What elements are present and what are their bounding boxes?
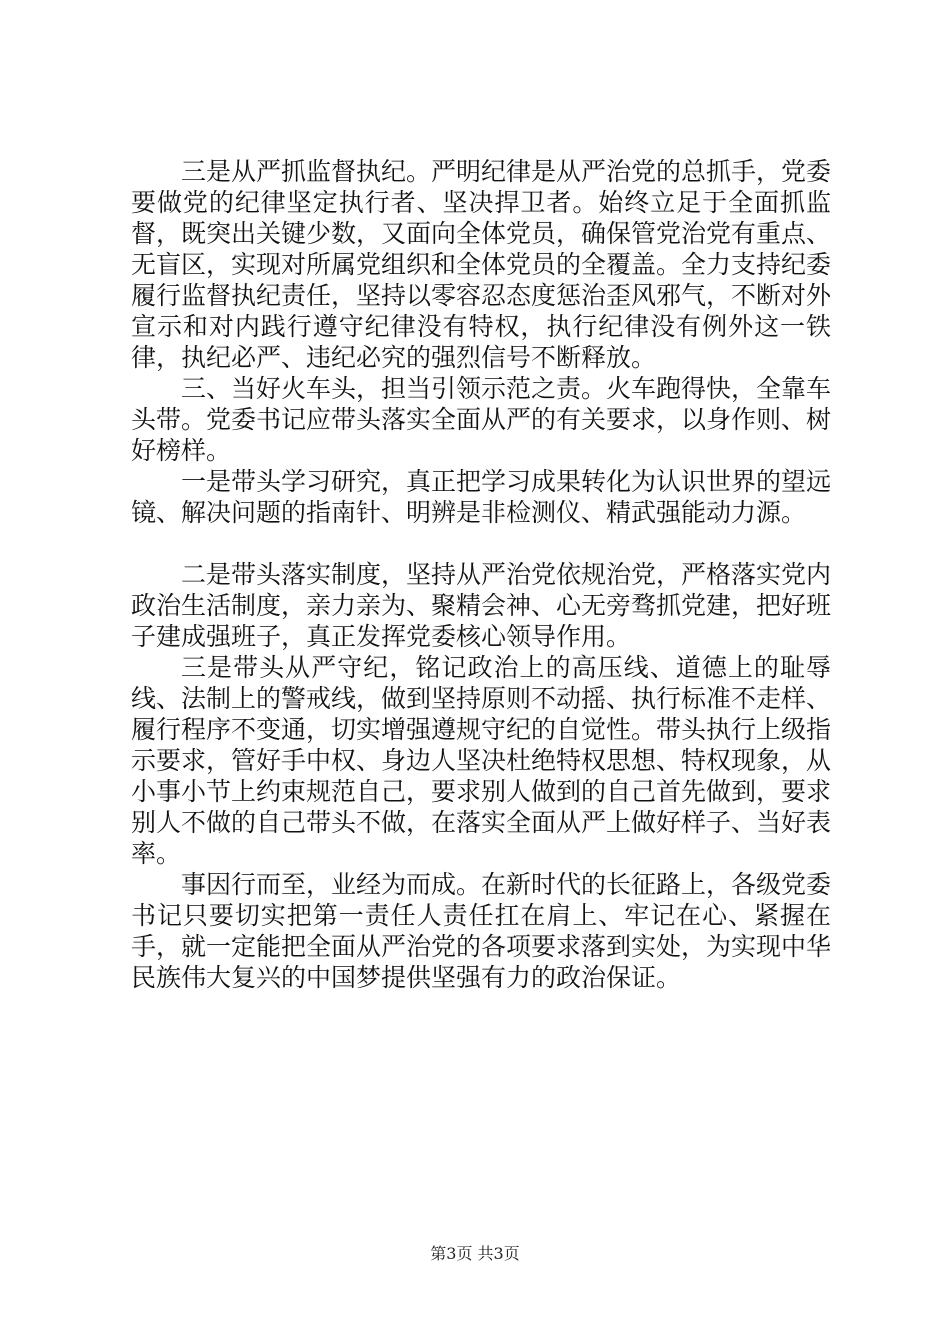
paragraph-lead-system: 二是带头落实制度，坚持从严治党依规治党，严格落实党内政治生活制度，亲力亲为、聚精会神、心无旁骛抓党建，把好班子建成强班子，真正发挥党委核心领导作用。 <box>131 560 832 651</box>
paragraph-supervision-discipline: 三是从严抓监督执纪。严明纪律是从严治党的总抓手，党委要做党的纪律坚定执行者、坚决捍卫者。始终立足于全面抓监督，既突出关键少数，又面向全体党员，确保管党治党有重点、无盲区，实现对所属党组织和全体党员的全覆盖。全力支持纪委履行监督执纪责任，坚持以零容忍态度惩治歪风邪气，不断对外宣示和对内践行遵守纪律没有特权，执行纪律没有例外这一铁律，执纪必严、违纪必究的强烈信号不断释放。 <box>131 157 832 372</box>
page-number-footer: 第3页 共3页 <box>430 1244 520 1263</box>
paragraph-section-three-heading: 三、当好火车头，担当引领示范之责。火车跑得快，全靠车头带。党委书记应带头落实全面从严的有关要求，以身作则、树好榜样。 <box>131 374 832 465</box>
paragraph-lead-discipline: 三是带头从严守纪，铭记政治上的高压线、道德上的耻辱线、法制上的警戒线，做到坚持原则不动摇、执行标准不走样、履行程序不变通，切实增强遵规守纪的自觉性。带头执行上级指示要求，管好手中权、身边人坚决杜绝特权思想、特权现象，从小事小节上约束规范自己，要求别人做到的自己首先做到，要求别人不做的自己带头不做，在落实全面从严上做好样子、当好表率。 <box>131 653 832 868</box>
paragraph-lead-study: 一是带头学习研究，真正把学习成果转化为认识世界的望远镜、解决问题的指南针、明辨是非检测仪、精武强能动力源。 <box>131 467 832 527</box>
paragraph-spacer <box>131 528 831 559</box>
document-body <box>131 156 831 993</box>
paragraph-conclusion: 事因行而至，业经为而成。在新时代的长征路上，各级党委书记只要切实把第一责任人责任扛在肩上、牢记在心、紧握在手，就一定能把全面从严治党的各项要求落到实处，为实现中华民族伟大复兴的中国梦提供坚强有力的政治保证。 <box>131 870 832 992</box>
